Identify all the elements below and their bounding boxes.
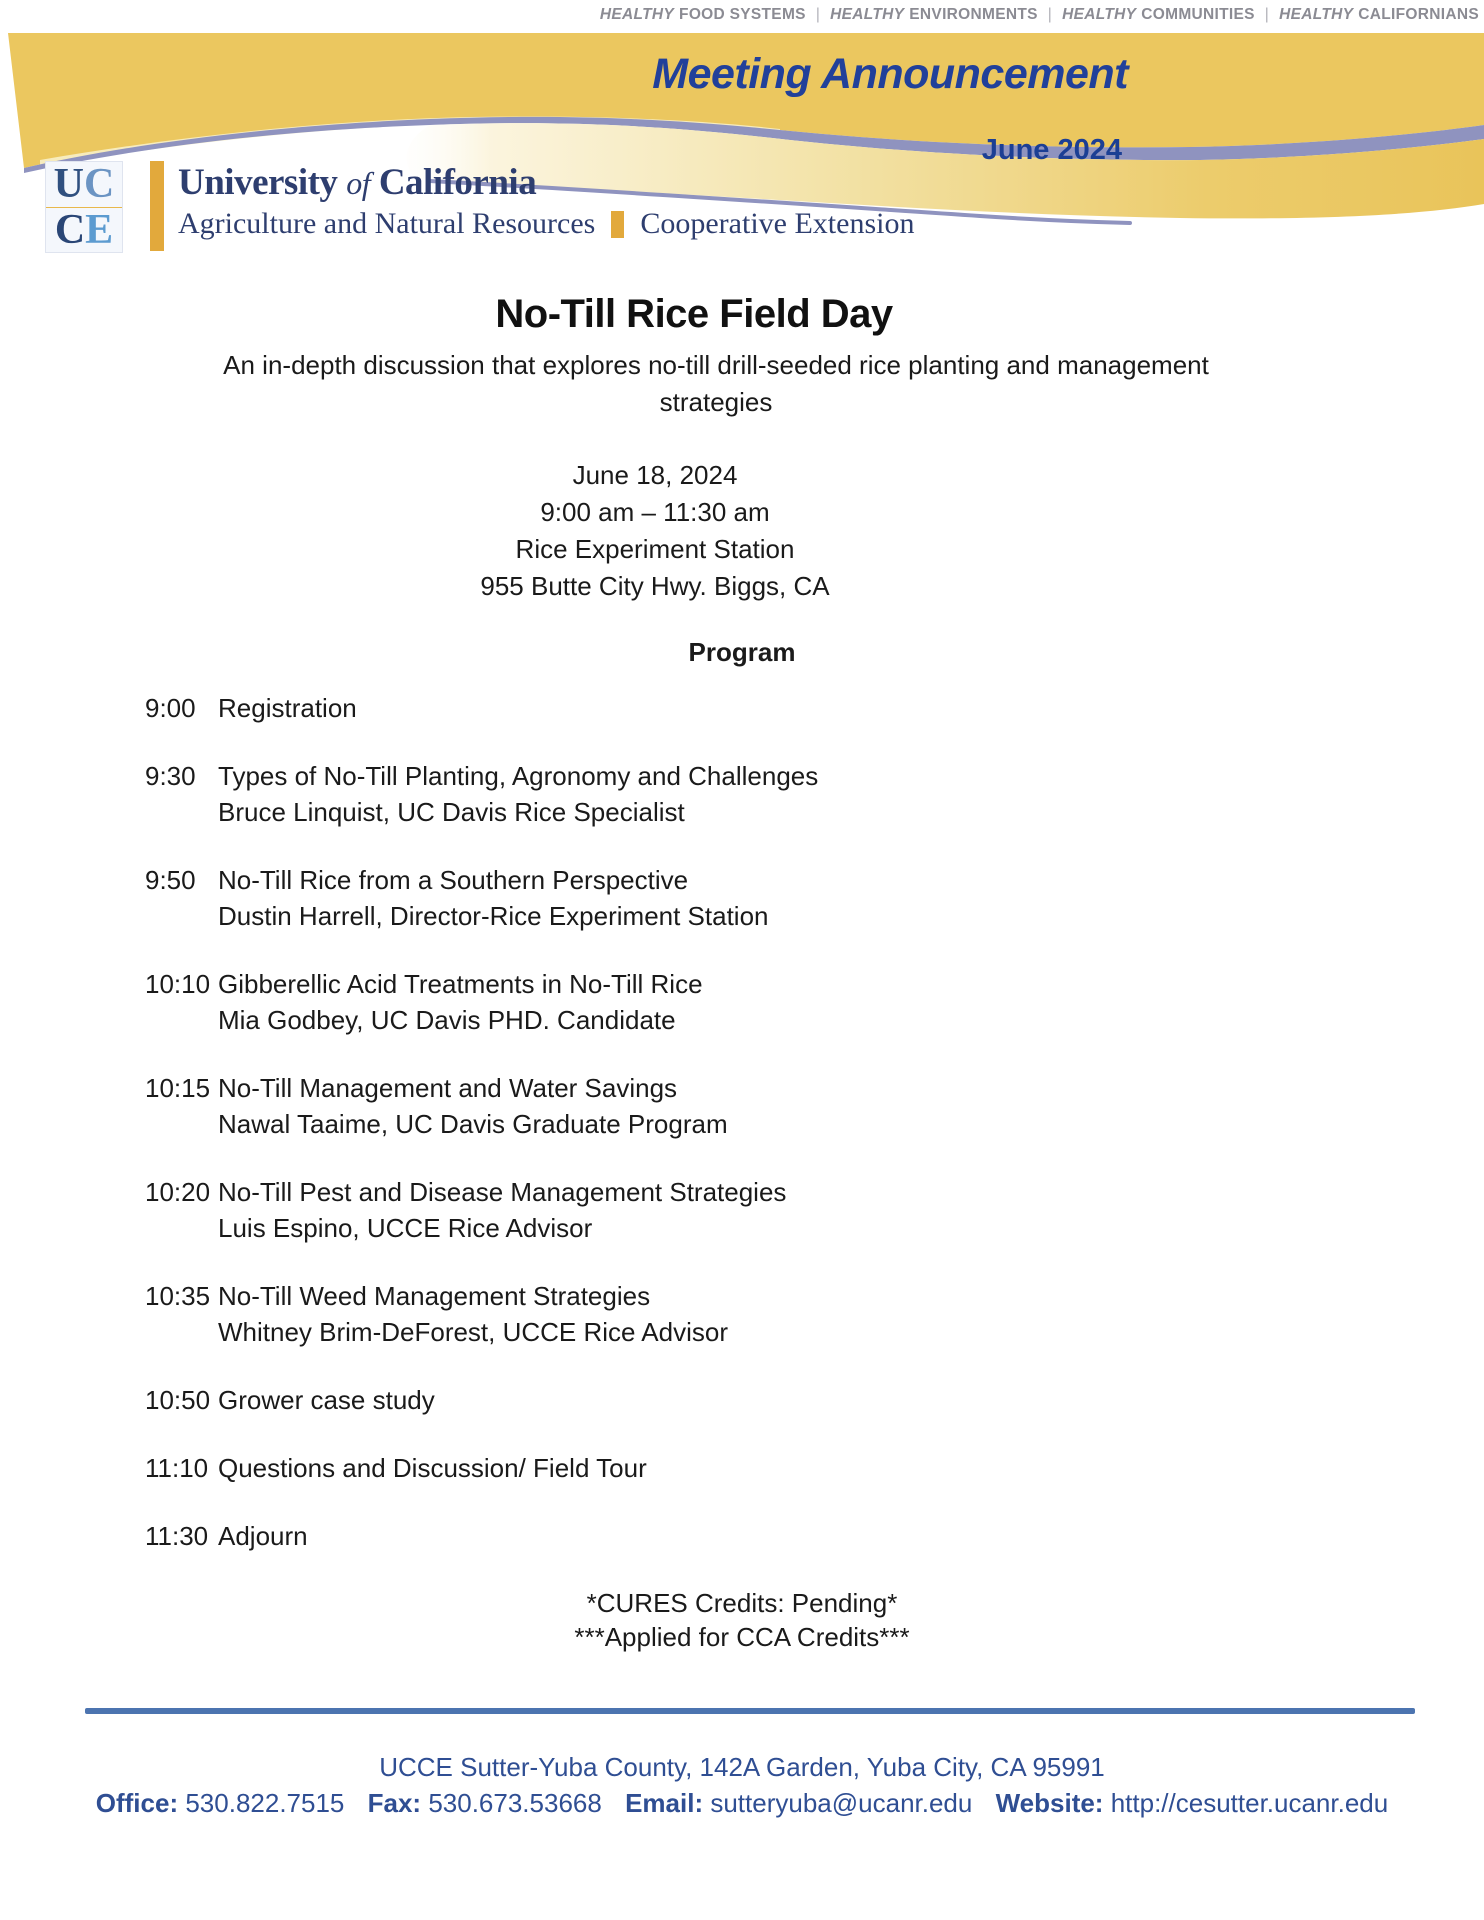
tagline-em: HEALTHY bbox=[599, 6, 675, 23]
program-item bbox=[145, 1450, 1484, 1486]
program-item bbox=[145, 862, 1484, 934]
program-title: No-Till Weed Management Strategies bbox=[218, 1281, 651, 1311]
contact-value: 530.822.7515 bbox=[185, 1788, 345, 1818]
division-wordmark bbox=[178, 207, 914, 241]
footer bbox=[0, 1750, 1484, 1820]
program-item bbox=[145, 1070, 1484, 1142]
tagline-rest: FOOD SYSTEMS bbox=[679, 6, 806, 23]
program-title: No-Till Rice from a Southern Perspective bbox=[218, 865, 689, 895]
logo-letter-e: E bbox=[85, 207, 114, 253]
ucce-logo-icon bbox=[45, 161, 123, 253]
program-time: 9:30 bbox=[145, 761, 196, 791]
footer-divider bbox=[85, 1708, 1415, 1714]
program-title: Types of No-Till Planting, Agronomy and Challenges bbox=[218, 761, 819, 791]
program-item bbox=[145, 1174, 1484, 1246]
tagline-em: HEALTHY bbox=[1279, 6, 1354, 23]
footer-address: UCCE Sutter-Yuba County, 142A Garden, Yuba City, CA 95991 bbox=[379, 1752, 1105, 1782]
cures-credits-line: *CURES Credits: Pending* bbox=[586, 1588, 898, 1618]
program-time: 9:00 bbox=[145, 693, 196, 723]
ucce-logo-lockup bbox=[45, 161, 914, 253]
program-time: 10:35 bbox=[145, 1281, 211, 1311]
program-item bbox=[145, 690, 1484, 726]
program-title: Gibberellic Acid Treatments in No-Till Rice bbox=[218, 969, 703, 999]
banner-title: Meeting Announcement bbox=[652, 50, 1128, 98]
tagline-em: HEALTHY bbox=[830, 6, 905, 23]
contact-value: sutteryuba@ucanr.edu bbox=[710, 1788, 973, 1818]
event-date: June 18, 2024 bbox=[572, 460, 738, 490]
contact-value: 530.673.53668 bbox=[428, 1788, 602, 1818]
tagline-separator: | bbox=[1047, 6, 1053, 23]
program-item bbox=[145, 1518, 1484, 1554]
logo-letter-c: C bbox=[54, 207, 86, 253]
wordmark-of: of bbox=[346, 165, 371, 201]
cca-credits-line: ***Applied for CCA Credits*** bbox=[574, 1622, 910, 1652]
contact-fax bbox=[368, 1788, 609, 1818]
university-of-california-wordmark bbox=[178, 161, 914, 204]
wordmark-anr: Agriculture and Natural Resources bbox=[178, 207, 596, 240]
contact-office bbox=[96, 1788, 352, 1818]
tagline-rest: CALIFORNIANS bbox=[1358, 6, 1479, 23]
event-time: 9:00 am – 11:30 am bbox=[540, 497, 770, 527]
program-time: 10:50 bbox=[145, 1385, 211, 1415]
contact-label: Website: bbox=[995, 1788, 1104, 1818]
footer-contacts bbox=[0, 1786, 1484, 1820]
program-time: 10:10 bbox=[145, 969, 211, 999]
contact-website bbox=[996, 1788, 1389, 1818]
event-subtitle: An in-depth discussion that explores no-till drill-seeded rice planting and management strategies bbox=[223, 350, 1209, 417]
program-title: No-Till Management and Water Savings bbox=[218, 1073, 678, 1103]
program-time: 11:30 bbox=[145, 1521, 209, 1551]
logo-letter-u: U bbox=[53, 161, 84, 207]
program-speaker: Dustin Harrell, Director-Rice Experiment Station bbox=[218, 901, 769, 931]
program-speaker: Mia Godbey, UC Davis PHD. Candidate bbox=[218, 1005, 676, 1035]
banner-issue-date: June 2024 bbox=[981, 134, 1122, 166]
tagline-rest: ENVIRONMENTS bbox=[909, 6, 1038, 23]
event-address: 955 Butte City Hwy. Biggs, CA bbox=[480, 571, 830, 601]
gold-divider-bar-small bbox=[611, 211, 624, 238]
event-venue: Rice Experiment Station bbox=[515, 534, 795, 564]
program-speaker: Whitney Brim-DeForest, UCCE Rice Advisor bbox=[218, 1317, 728, 1347]
contact-value: http://cesutter.ucanr.edu bbox=[1110, 1788, 1389, 1818]
program-item bbox=[145, 1382, 1484, 1418]
program-speaker: Luis Espino, UCCE Rice Advisor bbox=[218, 1213, 593, 1243]
announcement-body bbox=[0, 292, 1484, 1654]
program-speaker: Bruce Linquist, UC Davis Rice Specialist bbox=[218, 797, 685, 827]
program-item bbox=[145, 758, 1484, 830]
program-title: Adjourn bbox=[218, 1521, 308, 1551]
banner-header bbox=[0, 30, 1484, 260]
contact-email bbox=[625, 1788, 980, 1818]
program-time: 9:50 bbox=[145, 865, 196, 895]
program-title: No-Till Pest and Disease Management Strategies bbox=[218, 1177, 787, 1207]
program-title: Registration bbox=[218, 693, 357, 723]
program-title: Grower case study bbox=[218, 1385, 435, 1415]
program-time: 10:20 bbox=[145, 1177, 211, 1207]
program-item bbox=[145, 966, 1484, 1038]
program-item bbox=[145, 1278, 1484, 1350]
program-schedule bbox=[145, 690, 1484, 1554]
program-title: Questions and Discussion/ Field Tour bbox=[218, 1453, 647, 1483]
tagline-separator: | bbox=[815, 6, 821, 23]
wordmark-cooperative-extension: Cooperative Extension bbox=[640, 207, 915, 240]
health-tagline-bar bbox=[0, 0, 1484, 30]
wordmark-university: University bbox=[178, 162, 338, 203]
credits-note bbox=[0, 1586, 1484, 1654]
contact-label: Office: bbox=[95, 1788, 179, 1818]
program-speaker: Nawal Taaime, UC Davis Graduate Program bbox=[218, 1109, 728, 1139]
wordmark-california: California bbox=[378, 162, 537, 203]
tagline-separator: | bbox=[1264, 6, 1270, 23]
event-title: No-Till Rice Field Day bbox=[495, 292, 893, 336]
tagline-em: HEALTHY bbox=[1062, 6, 1137, 23]
gold-divider-bar bbox=[150, 161, 164, 251]
contact-label: Fax: bbox=[367, 1788, 422, 1818]
logo-letter-c: C bbox=[84, 161, 115, 207]
program-heading: Program bbox=[688, 637, 796, 667]
tagline-rest: COMMUNITIES bbox=[1141, 6, 1255, 23]
program-time: 10:15 bbox=[145, 1073, 211, 1103]
event-details bbox=[0, 457, 1397, 605]
logo-wordmark bbox=[178, 161, 914, 241]
contact-label: Email: bbox=[625, 1788, 704, 1818]
program-time: 11:10 bbox=[145, 1453, 209, 1483]
